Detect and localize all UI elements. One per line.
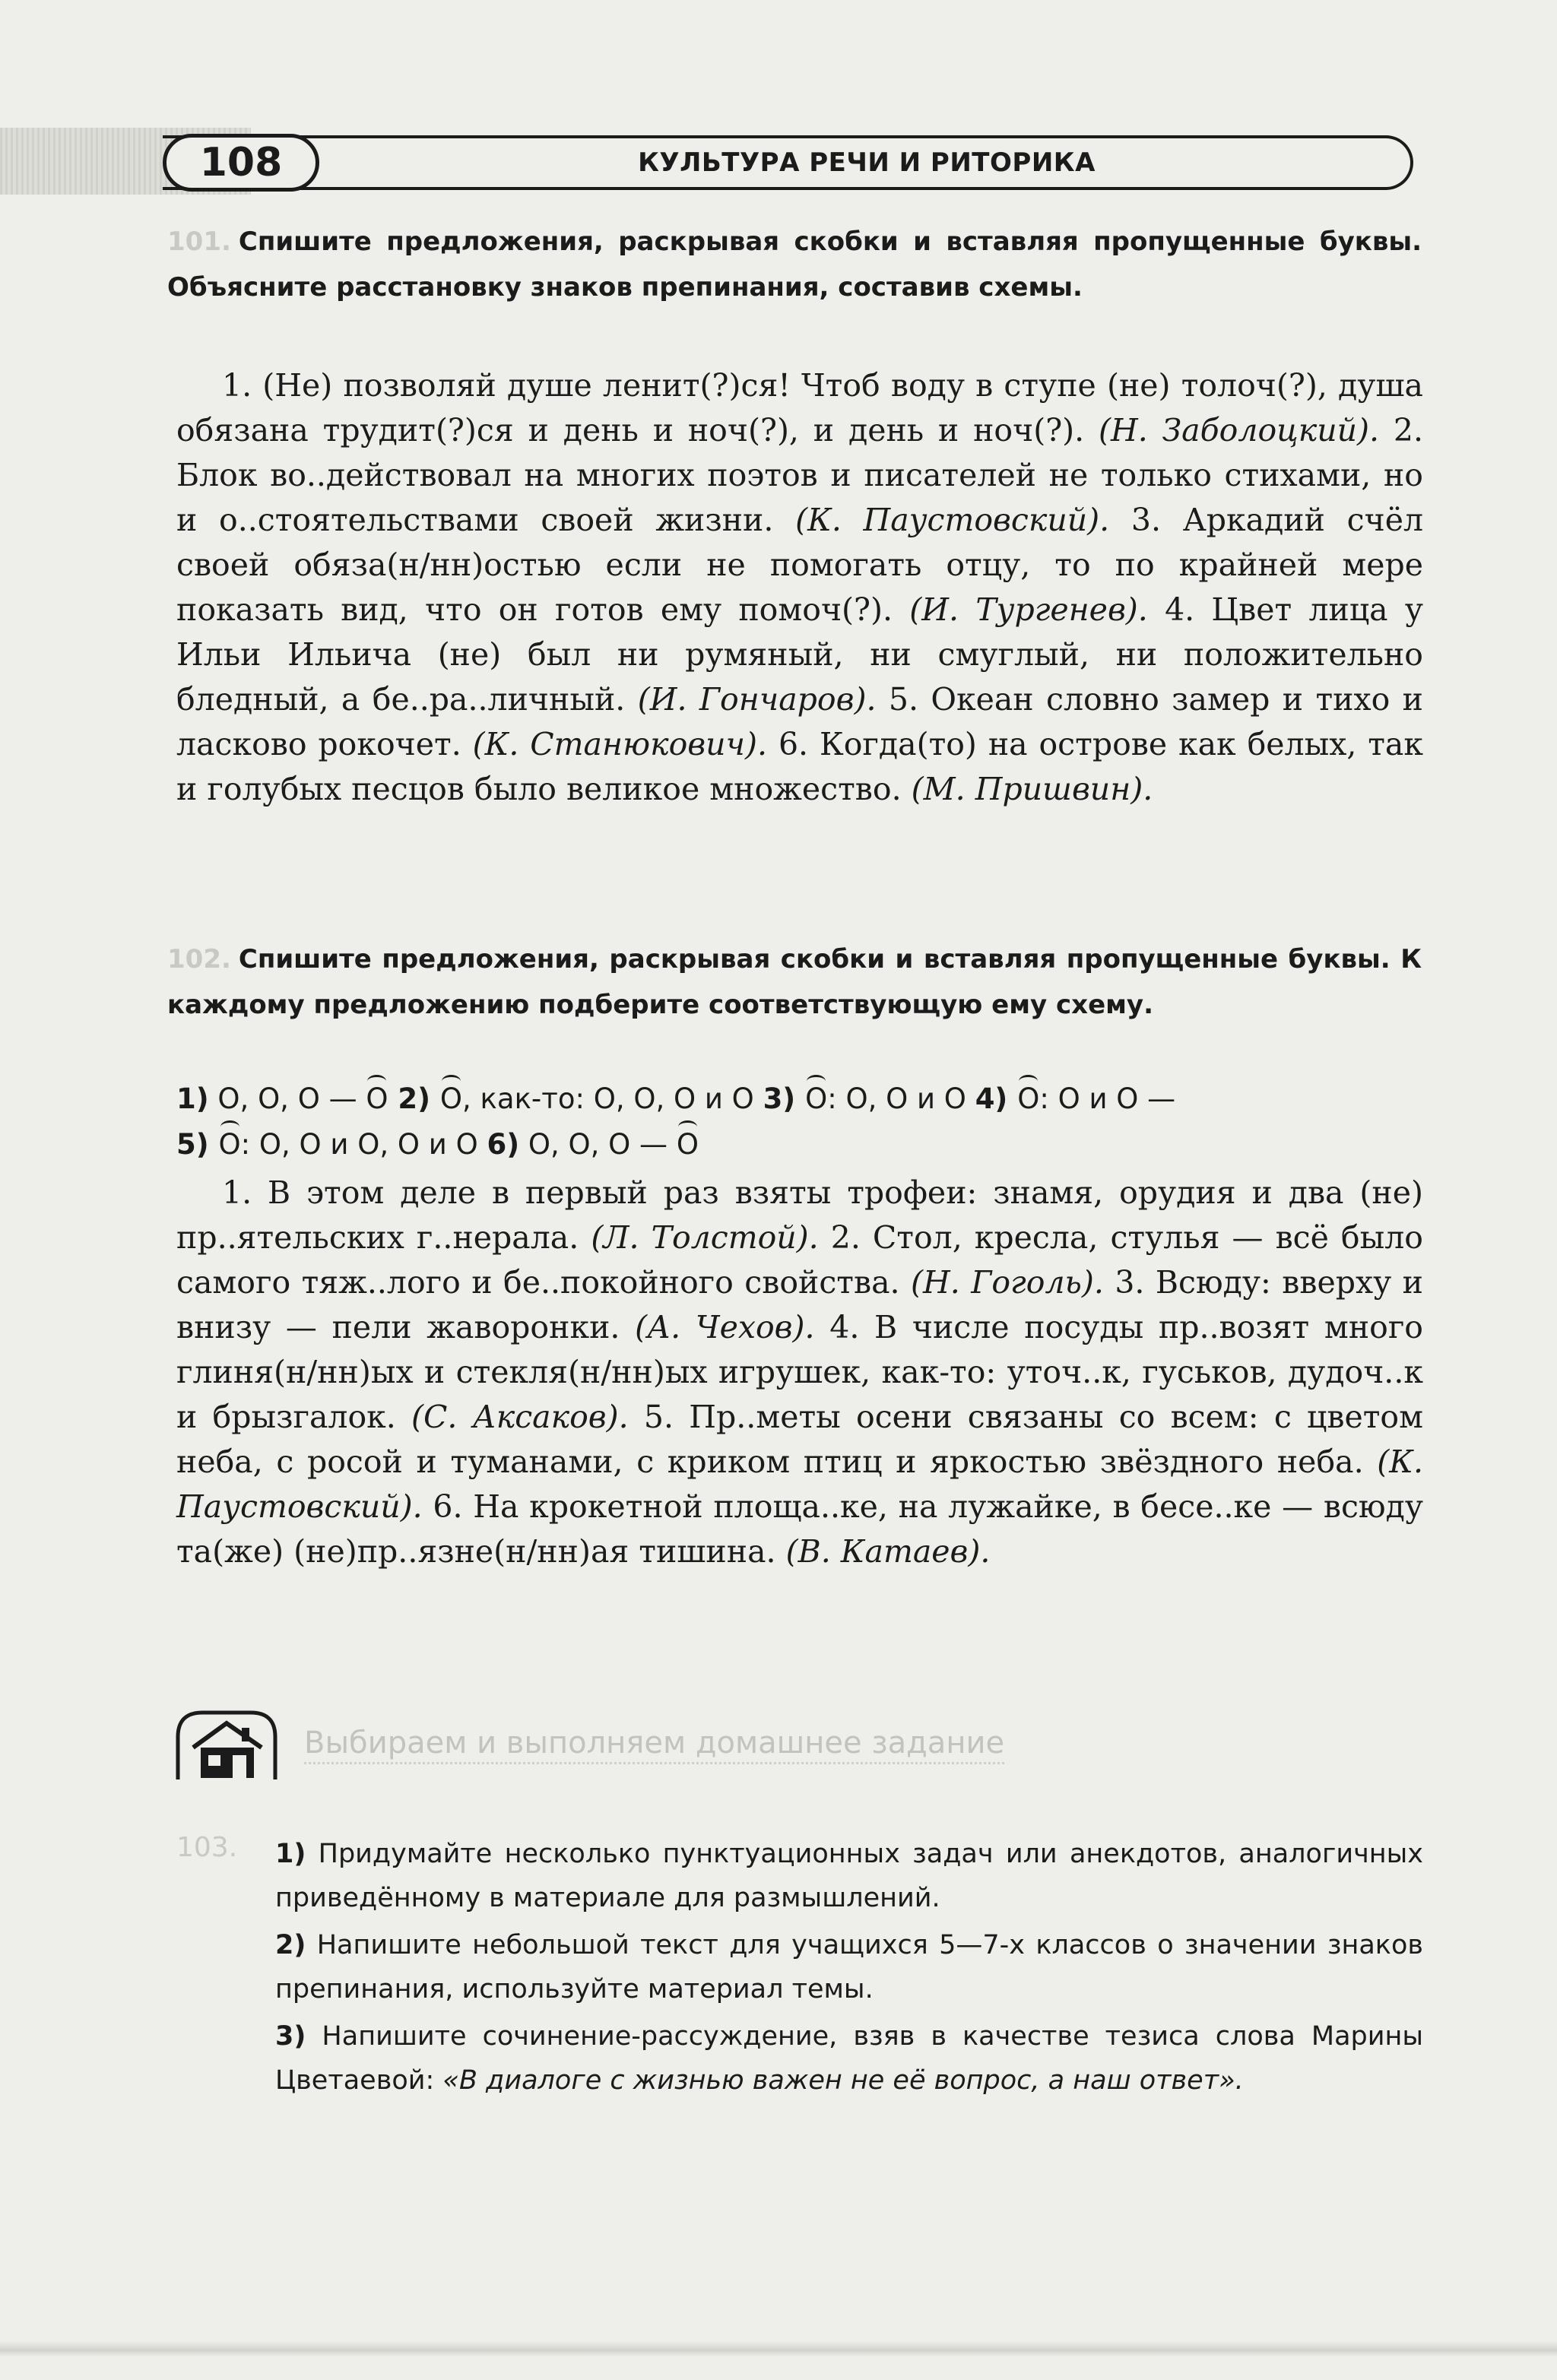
sentence-text: 5. Океан словно замер и тихо и ласково рокочет. [176,681,1423,762]
task-101-instruction-text: Спишите предложения, раскрывая скобки и вставляя пропущенные буквы. Объясните расстановку знаков препинания, составив схемы. [167,227,1422,303]
sentence-text: 5. Пр..меты осени связаны со всем: с цветом неба, с росой и туманами, с криком птиц и яркостью звёздного неба. [176,1399,1423,1480]
task-103-number: 103. [176,1832,238,1863]
sentence-text: 3. Аркадий счёл своей обяза(н/нн)остью если не помогать отцу, то по крайней мере показать вид, что он готов ему помоч(?). [176,502,1424,628]
scheme-text: О, О, О — [208,1082,366,1115]
sentence-author: (Н. Гоголь). [910,1264,1104,1301]
generalizing-word-mark: О [440,1076,462,1122]
scheme-number: 1) [176,1082,209,1115]
sentence-author: (Н. Заболоцкий). [1099,412,1380,448]
task-102-instruction-text: Спишите предложения, раскрывая скобки и вставляя пропущенные буквы. К каждому предложению подберите соответствующую ему схему. [167,944,1422,1020]
task-102-instruction [167,936,1422,1028]
task-101-sentences [176,363,1423,812]
homework-banner: Выбираем и выполняем домашнее задание [304,1726,1004,1764]
homework-item-1-text: Придумайте несколько пунктуационных задач или анекдотов, аналогичных приведённому в материале для размышлений. [275,1839,1423,1913]
sentence-author: (В. Катаев). [785,1533,991,1570]
sentence-author: (С. Аксаков). [411,1399,629,1435]
sentence-text: 2. Стол, кресла, стулья — всё было самого тяж..лого и бе..покойного свойства. [176,1219,1423,1301]
page-bottom-edge [0,2341,1557,2356]
sentence-text: 6. На крокетной площа..ке, на лужайке, в бесе..ке — всюду та(же) (не)пр..язне(н/нн)ая тишина. [176,1488,1423,1570]
generalizing-word-mark: О [677,1122,699,1168]
sentence-author: (М. Пришвин). [911,771,1153,807]
homework-item-1-num: 1) [275,1839,306,1869]
scheme-text: : О, О и О [827,1082,975,1115]
sentence-text: 2. Блок во..действовал на многих поэтов и писателей не только стихами, но и о..стоятельствами своей жизни. [176,412,1424,538]
sentence-text: 4. В числе посуды пр..возят много глиня(н/нн)ых и стекля(н/нн)ых игрушек, как-то: уточ..к, гуськов, дудоч..к и брызгалок. [176,1309,1423,1435]
punctuation-schemes [176,1076,1423,1168]
sentence-author: (И. Гончаров). [637,681,877,718]
scheme-text: : О, О и О, О и О [240,1128,487,1161]
sentence-author: (А. Чехов). [635,1309,815,1345]
sentence-text: 1. В этом деле в первый раз взяты трофеи: знамя, орудия и два (не) пр..ятельских г..нерала. [176,1174,1423,1256]
tsvetaeva-quote: «В диалоге с жизнью важен не её вопрос, а наш ответ». [442,2065,1244,2096]
scheme-text: , как-то: О, О, О и О [462,1082,763,1115]
task-101-number: 101. [167,227,231,257]
scheme-number: 4) [975,1082,1018,1115]
scheme-number: 2) [388,1082,440,1115]
sentence-author: (И. Тургенев). [909,591,1148,628]
schemes-line-1 [176,1076,1423,1122]
task-102-number: 102. [167,944,231,975]
task-102-sentences [176,1171,1423,1574]
task-101-instruction [167,219,1422,310]
scheme-number: 3) [763,1082,806,1115]
scheme-text: О, О, О — [519,1128,677,1161]
scheme-text: : О и О — [1039,1082,1176,1115]
schemes-line-2 [176,1122,1423,1168]
page-number: 108 [163,134,319,192]
house-icon [172,1707,283,1786]
homework-item-1 [275,1832,1423,1920]
sentence-author: (К. Паустовский). [176,1444,1423,1525]
scheme-number: 5) [176,1128,219,1161]
scheme-number: 6) [487,1128,520,1161]
sentence-author: (К. Паустовский). [795,502,1110,538]
sentence-text: 4. Цвет лица у Ильи Ильича (не) был ни румяный, ни смуглый, ни положительно бледный, а бе..ра..личный. [176,591,1423,718]
generalizing-word-mark: О [805,1076,827,1122]
section-title: КУЛЬТУРА РЕЧИ И РИТОРИКА [638,147,1096,178]
generalizing-word-mark: О [366,1076,388,1122]
homework-item-2 [275,1923,1423,2011]
homework-item-2-num: 2) [275,1930,306,1960]
sentence-text: 1. (Не) позволяй душе ленит(?)ся! Чтоб воду в ступе (не) толоч(?), душа обязана трудит(?)ся и день и ноч(?), и день и ноч(?). [176,367,1423,448]
sentence-author: (К. Станюкович). [472,726,768,762]
generalizing-word-mark: О [219,1122,241,1168]
sentence-text: 3. Всюду: вверху и внизу — пели жаворонки. [176,1264,1423,1345]
homework-item-2-text: Напишите небольшой текст для учащихся 5—7-х классов о значении знаков препинания, используйте материал темы. [275,1930,1423,2004]
sentence-author: (Л. Толстой). [591,1219,819,1256]
homework-item-3-text: Напишите сочинение-рассуждение, взяв в качестве тезиса слова Марины Цветаевой: [275,2021,1423,2096]
homework-item-3 [275,2014,1423,2103]
generalizing-word-mark: О [1017,1076,1039,1122]
sentence-text: 6. Когда(то) на острове как белых, так и голубых песцов было великое множество. [176,726,1424,807]
homework-item-3-num: 3) [275,2021,306,2052]
